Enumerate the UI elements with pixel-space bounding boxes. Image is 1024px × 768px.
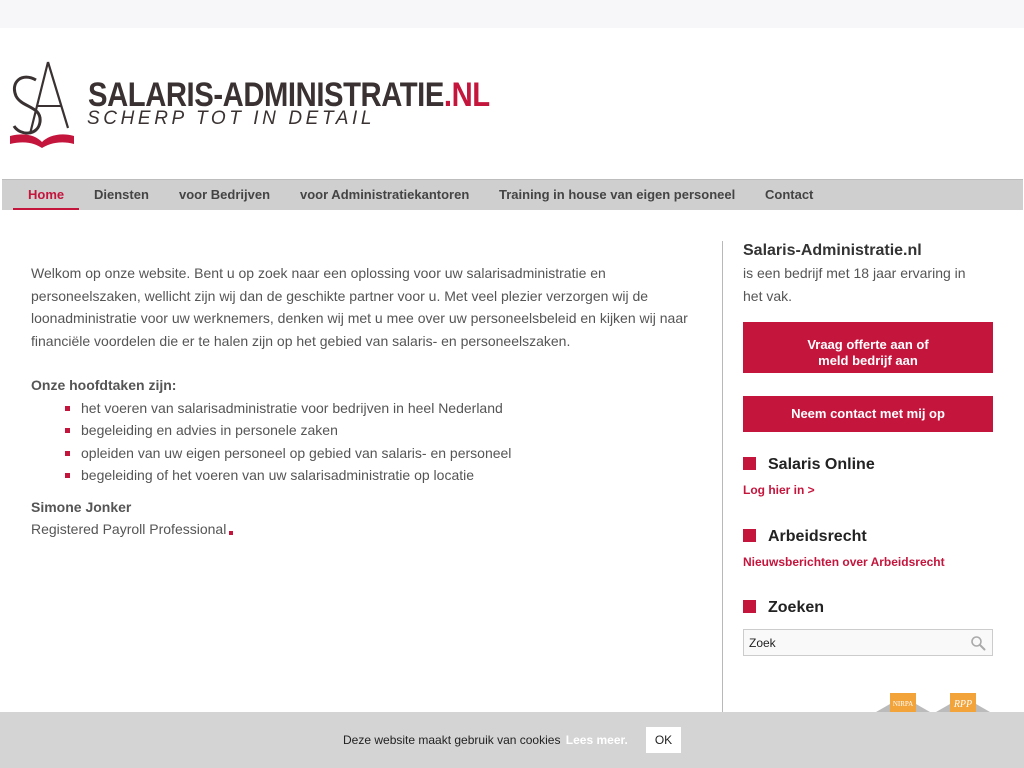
contact-button[interactable]: Neem contact met mij op (743, 396, 993, 432)
signature-role: Registered Payroll Professional (31, 518, 711, 541)
cookie-ok-button[interactable]: OK (646, 727, 681, 753)
salaris-online-heading: Salaris Online (743, 454, 875, 476)
search-heading: Zoeken (743, 597, 993, 619)
arbeidsrecht-heading: Arbeidsrecht (743, 526, 945, 548)
logo-title: SALARIS-ADMINISTRATIE.NL (88, 76, 490, 114)
main-navigation (2, 179, 1023, 210)
logo-sa-monogram-icon (8, 58, 80, 153)
square-bullet-icon (743, 457, 756, 470)
main-content (31, 262, 711, 541)
arbeidsrecht-widget (743, 526, 945, 569)
login-link[interactable]: Log hier in > (743, 483, 815, 497)
list-item: opleiden van uw eigen personeel op gebied van salaris- en personeel (65, 442, 711, 465)
square-bullet-icon (743, 529, 756, 542)
request-quote-button[interactable]: Vraag offerte aan of meld bedrijf aan (743, 322, 993, 373)
svg-text:RPP: RPP (953, 699, 973, 710)
nav-item-diensten[interactable]: Diensten (94, 187, 149, 202)
company-text: is een bedrijf met 18 jaar ervaring in het vak. (743, 265, 966, 304)
tasks-list (65, 397, 711, 487)
square-bullet-icon (743, 600, 756, 613)
cookie-text: Deze website maakt gebruik van cookies Lees meer. (343, 733, 628, 747)
list-item: het voeren van salarisadministratie voor bedrijven in heel Nederland (65, 397, 711, 420)
sidebar (743, 240, 993, 616)
search-widget (743, 597, 993, 659)
signature-dot (229, 531, 233, 535)
search-box (743, 629, 993, 656)
logo-tagline: SCHERP TOT IN DETAIL (87, 108, 376, 129)
column-divider (722, 241, 723, 716)
company-title: Salaris-Administratie.nl (743, 242, 922, 259)
list-item: begeleiding of het voeren van uw salarisadministratie op locatie (65, 464, 711, 487)
nav-item-voor-bedrijven[interactable]: voor Bedrijven (179, 187, 271, 202)
nav-item-voor-administratiekantoren[interactable]: voor Administratiekantoren (300, 187, 470, 202)
search-icon[interactable] (970, 635, 986, 651)
signature-name: Simone Jonker (31, 498, 132, 515)
arbeidsrecht-news-link[interactable]: Nieuwsberichten over Arbeidsrecht (743, 555, 945, 569)
nav-item-training[interactable]: Training in house van eigen personeel (499, 187, 736, 202)
site-logo[interactable] (8, 58, 490, 153)
cookie-read-more-link[interactable]: Lees meer. (565, 733, 628, 747)
nav-item-contact[interactable]: Contact (765, 187, 814, 202)
nav-item-home[interactable]: Home (13, 180, 79, 210)
svg-text:NIRPA: NIRPA (892, 700, 914, 708)
search-input[interactable] (744, 630, 964, 655)
salaris-online-widget (743, 454, 875, 497)
intro-paragraph: Welkom op onze website. Bent u op zoek naar een oplossing voor uw salarisadministratie en personeelszaken, wellicht zijn wij dan de geschikte partner voor u. Met veel plezier verzorgen wij de loonadministratie voor uw werknemers, denken wij met u mee over uw personeelsbeleid en kijken wij naar financiële voordelen die er te halen zijn op het gebied van salaris- en personeelszaken. (31, 265, 688, 349)
cookie-bar (0, 712, 1024, 768)
tasks-heading: Onze hoofdtaken zijn: (31, 377, 177, 393)
list-item: begeleiding en advies in personele zaken (65, 419, 711, 442)
top-strip (0, 0, 1024, 28)
